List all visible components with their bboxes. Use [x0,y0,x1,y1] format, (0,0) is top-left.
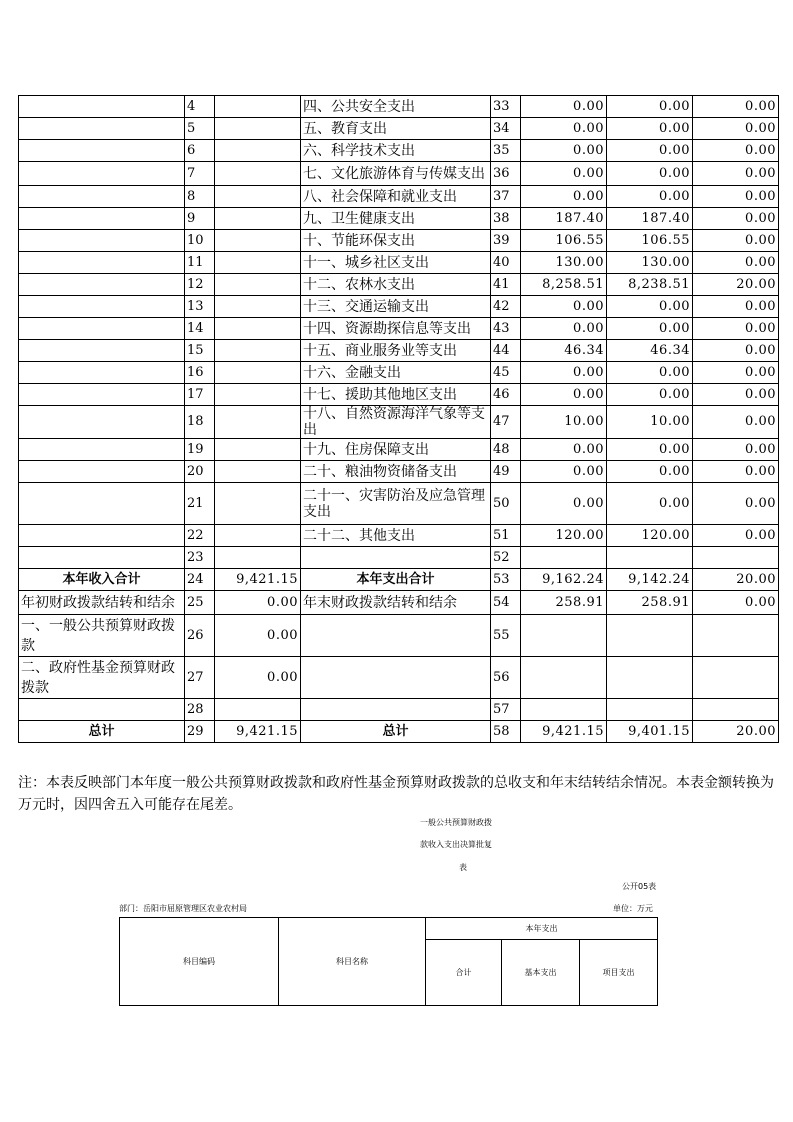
amount-cell: 8,258.51 [521,274,607,296]
line-number: 14 [185,318,215,340]
line-number: 4 [185,96,215,118]
line-number: 50 [491,483,521,525]
table-row [19,384,779,406]
empty-cell [215,483,301,525]
amount-cell: 0.00 [693,525,779,547]
line-number: 25 [185,591,215,615]
empty-cell [693,615,779,657]
amount-cell: 0.00 [215,615,301,657]
line-number: 24 [185,569,215,591]
amount-cell: 258.91 [521,591,607,615]
table-row [19,569,779,591]
table-row [19,547,779,569]
amount-cell: 0.00 [607,118,693,140]
table-row [19,252,779,274]
amount-cell: 0.00 [607,439,693,461]
sub-unit: 单位：万元 [613,904,653,913]
sub-dept: 部门：岳阳市屈原管理区农业农村局 [119,904,247,913]
gov-fund-label: 二、政府性基金预算财政拨款 [19,657,185,699]
amount-cell: 0.00 [693,362,779,384]
amount-cell: 0.00 [521,296,607,318]
line-number: 23 [185,547,215,569]
empty-cell [19,406,185,439]
line-number: 21 [185,483,215,525]
col-project: 项目支出 [580,940,658,1006]
table-row [19,439,779,461]
line-number: 58 [491,721,521,743]
amount-cell: 0.00 [215,591,301,615]
amount-cell: 9,162.24 [521,569,607,591]
expense-item-label: 五、教育支出 [301,118,491,140]
line-number: 57 [491,699,521,721]
line-number: 40 [491,252,521,274]
empty-cell [215,699,301,721]
empty-cell [19,186,185,208]
expense-item-label: 二十一、灾害防治及应急管理支出 [301,483,491,525]
amount-cell: 106.55 [607,230,693,252]
amount-cell: 8,238.51 [607,274,693,296]
table-row [19,483,779,525]
line-number: 51 [491,525,521,547]
amount-cell: 0.00 [693,118,779,140]
expense-item-label: 九、卫生健康支出 [301,208,491,230]
empty-cell [215,384,301,406]
table-row [19,657,779,699]
line-number: 17 [185,384,215,406]
empty-cell [215,296,301,318]
amount-cell: 130.00 [607,252,693,274]
empty-cell [19,162,185,186]
col-group: 本年支出 [426,918,658,940]
expense-item-label: 四、公共安全支出 [301,96,491,118]
empty-cell [607,657,693,699]
table-row [19,162,779,186]
line-number: 35 [491,140,521,162]
empty-cell [19,208,185,230]
amount-cell: 130.00 [521,252,607,274]
expense-item-label: 八、社会保障和就业支出 [301,186,491,208]
budget-table [18,95,779,743]
empty-cell [521,615,607,657]
line-number: 5 [185,118,215,140]
table-row [19,208,779,230]
sub-table-code: 公开05表 [622,882,657,891]
line-number: 38 [491,208,521,230]
amount-cell: 0.00 [521,140,607,162]
empty-cell [215,274,301,296]
empty-cell [215,140,301,162]
amount-cell: 258.91 [607,591,693,615]
amount-cell: 0.00 [521,439,607,461]
empty-cell [19,96,185,118]
table-row [19,118,779,140]
amount-cell: 0.00 [215,657,301,699]
amount-cell: 0.00 [693,140,779,162]
expense-total-label: 本年支出合计 [301,569,491,591]
amount-cell: 0.00 [693,296,779,318]
empty-cell [215,439,301,461]
col-basic: 基本支出 [502,940,580,1006]
amount-cell: 0.00 [693,186,779,208]
amount-cell: 0.00 [607,96,693,118]
table-row [19,140,779,162]
empty-cell [215,547,301,569]
amount-cell [521,547,607,569]
amount-cell: 0.00 [693,96,779,118]
line-number: 42 [491,296,521,318]
empty-cell [19,340,185,362]
table-row [19,406,779,439]
amount-cell: 0.00 [693,483,779,525]
amount-cell: 10.00 [607,406,693,439]
empty-cell [215,362,301,384]
amount-cell [693,547,779,569]
expense-item-label: 十八、自然资源海洋气象等支出 [301,406,491,439]
table-note: 注：本表反映部门本年度一般公共预算财政拨款和政府性基金预算财政拨款的总收支和年末结转结余情况。本表金额转换为万元时，因四舍五入可能存在尾差。 [18,775,774,813]
empty-cell [19,461,185,483]
table-row [19,362,779,384]
amount-cell: 0.00 [607,140,693,162]
line-number: 29 [185,721,215,743]
empty-cell [607,615,693,657]
expense-item-label: 十九、住房保障支出 [301,439,491,461]
amount-cell: 106.55 [521,230,607,252]
amount-cell: 20.00 [693,274,779,296]
empty-cell [215,118,301,140]
empty-cell [301,615,491,657]
line-number: 27 [185,657,215,699]
empty-cell [215,252,301,274]
amount-cell: 187.40 [607,208,693,230]
expense-item-label: 十三、交通运输支出 [301,296,491,318]
empty-cell [19,362,185,384]
empty-cell [19,439,185,461]
line-number: 8 [185,186,215,208]
line-number: 9 [185,208,215,230]
line-number: 44 [491,340,521,362]
amount-cell: 0.00 [693,439,779,461]
empty-cell [215,340,301,362]
amount-cell: 0.00 [607,162,693,186]
expense-item-label: 十五、商业服务业等支出 [301,340,491,362]
line-number: 56 [491,657,521,699]
table-row [19,721,779,743]
empty-cell [19,230,185,252]
carry-begin-label: 年初财政拨款结转和结余 [19,591,185,615]
empty-cell [693,657,779,699]
amount-cell: 0.00 [607,461,693,483]
amount-cell: 9,401.15 [607,721,693,743]
table-body [19,96,779,569]
table-row [19,591,779,615]
amount-cell: 0.00 [521,186,607,208]
line-number: 41 [491,274,521,296]
empty-cell [521,699,607,721]
amount-cell: 0.00 [693,208,779,230]
empty-cell [693,699,779,721]
line-number: 16 [185,362,215,384]
carry-end-label: 年末财政拨款结转和结余 [301,591,491,615]
table-row [19,340,779,362]
sub-table-header [119,917,658,1006]
table-row [19,318,779,340]
amount-cell: 0.00 [521,162,607,186]
line-number: 45 [491,362,521,384]
line-number: 55 [491,615,521,657]
empty-cell [19,384,185,406]
amount-cell: 46.34 [521,340,607,362]
line-number: 15 [185,340,215,362]
expense-item-label: 十二、农林水支出 [301,274,491,296]
col-total: 合计 [426,940,502,1006]
amount-cell: 0.00 [607,296,693,318]
amount-cell [607,547,693,569]
amount-cell: 0.00 [693,162,779,186]
empty-cell [19,140,185,162]
line-number: 47 [491,406,521,439]
col-name: 科目名称 [279,918,426,1006]
amount-cell: 0.00 [607,483,693,525]
amount-cell: 0.00 [521,483,607,525]
empty-cell [215,230,301,252]
amount-cell: 0.00 [693,252,779,274]
empty-cell [215,406,301,439]
line-number: 37 [491,186,521,208]
amount-cell: 0.00 [521,318,607,340]
amount-cell: 0.00 [607,362,693,384]
amount-cell: 0.00 [521,118,607,140]
sub-title-line3: 表 [459,863,467,872]
amount-cell: 9,421.15 [215,569,301,591]
line-number: 34 [491,118,521,140]
line-number: 39 [491,230,521,252]
grand-total-label-right: 总计 [301,721,491,743]
empty-cell [215,318,301,340]
table-row [19,274,779,296]
amount-cell: 0.00 [693,340,779,362]
empty-cell [19,252,185,274]
amount-cell: 0.00 [693,230,779,252]
empty-cell [19,296,185,318]
line-number: 43 [491,318,521,340]
line-number: 6 [185,140,215,162]
empty-cell [19,318,185,340]
line-number: 7 [185,162,215,186]
expense-item-label: 十、节能环保支出 [301,230,491,252]
amount-cell: 0.00 [693,591,779,615]
expense-item-label: 十六、金融支出 [301,362,491,384]
amount-cell: 20.00 [693,721,779,743]
amount-cell: 0.00 [521,362,607,384]
line-number: 53 [491,569,521,591]
amount-cell: 120.00 [607,525,693,547]
line-number: 28 [185,699,215,721]
grand-total-label: 总计 [19,721,185,743]
empty-cell [607,699,693,721]
expense-item-label: 七、文化旅游体育与传媒支出 [301,162,491,186]
empty-cell [19,525,185,547]
empty-cell [301,699,491,721]
line-number: 46 [491,384,521,406]
amount-cell: 10.00 [521,406,607,439]
sub-title-line1: 一般公共预算财政拨 [420,818,492,827]
line-number: 19 [185,439,215,461]
line-number: 52 [491,547,521,569]
empty-cell [19,274,185,296]
empty-cell [215,186,301,208]
empty-cell [301,657,491,699]
line-number: 48 [491,439,521,461]
table-row [19,186,779,208]
line-number: 22 [185,525,215,547]
empty-cell [215,96,301,118]
empty-cell [215,162,301,186]
general-budget-label: 一、一般公共预算财政拨款 [19,615,185,657]
amount-cell: 0.00 [607,186,693,208]
amount-cell: 20.00 [693,569,779,591]
line-number: 33 [491,96,521,118]
empty-cell [215,461,301,483]
amount-cell: 0.00 [607,318,693,340]
sub-title-line2: 款收入支出决算批复 [420,840,492,849]
table-row [19,699,779,721]
expense-item-label: 十一、城乡社区支出 [301,252,491,274]
line-number: 20 [185,461,215,483]
empty-cell [521,657,607,699]
amount-cell: 0.00 [693,384,779,406]
table-row [19,230,779,252]
expense-item-label: 二十、粮油物资储备支出 [301,461,491,483]
line-number: 12 [185,274,215,296]
summary-body [19,569,779,743]
line-number: 49 [491,461,521,483]
amount-cell: 0.00 [607,384,693,406]
amount-cell: 0.00 [693,318,779,340]
amount-cell: 0.00 [693,461,779,483]
line-number: 18 [185,406,215,439]
line-number: 26 [185,615,215,657]
line-number: 13 [185,296,215,318]
expense-item-label: 六、科学技术支出 [301,140,491,162]
empty-cell [19,699,185,721]
expense-item-label [301,547,491,569]
line-number: 11 [185,252,215,274]
amount-cell: 9,421.15 [521,721,607,743]
line-number: 54 [491,591,521,615]
table-row [19,525,779,547]
table-row [19,615,779,657]
expense-item-label: 二十二、其他支出 [301,525,491,547]
expense-item-label: 十四、资源勘探信息等支出 [301,318,491,340]
amount-cell: 0.00 [521,461,607,483]
amount-cell: 120.00 [521,525,607,547]
empty-cell [215,525,301,547]
amount-cell: 9,142.24 [607,569,693,591]
table-row [19,461,779,483]
empty-cell [19,483,185,525]
line-number: 36 [491,162,521,186]
amount-cell: 187.40 [521,208,607,230]
income-total-label: 本年收入合计 [19,569,185,591]
amount-cell: 0.00 [521,384,607,406]
expense-item-label: 十七、援助其他地区支出 [301,384,491,406]
amount-cell: 46.34 [607,340,693,362]
amount-cell: 0.00 [693,406,779,439]
table-row [19,296,779,318]
empty-cell [19,547,185,569]
amount-cell: 0.00 [521,96,607,118]
line-number: 10 [185,230,215,252]
empty-cell [215,208,301,230]
amount-cell: 9,421.15 [215,721,301,743]
empty-cell [19,118,185,140]
table-row [19,96,779,118]
col-code: 科目编码 [120,918,279,1006]
